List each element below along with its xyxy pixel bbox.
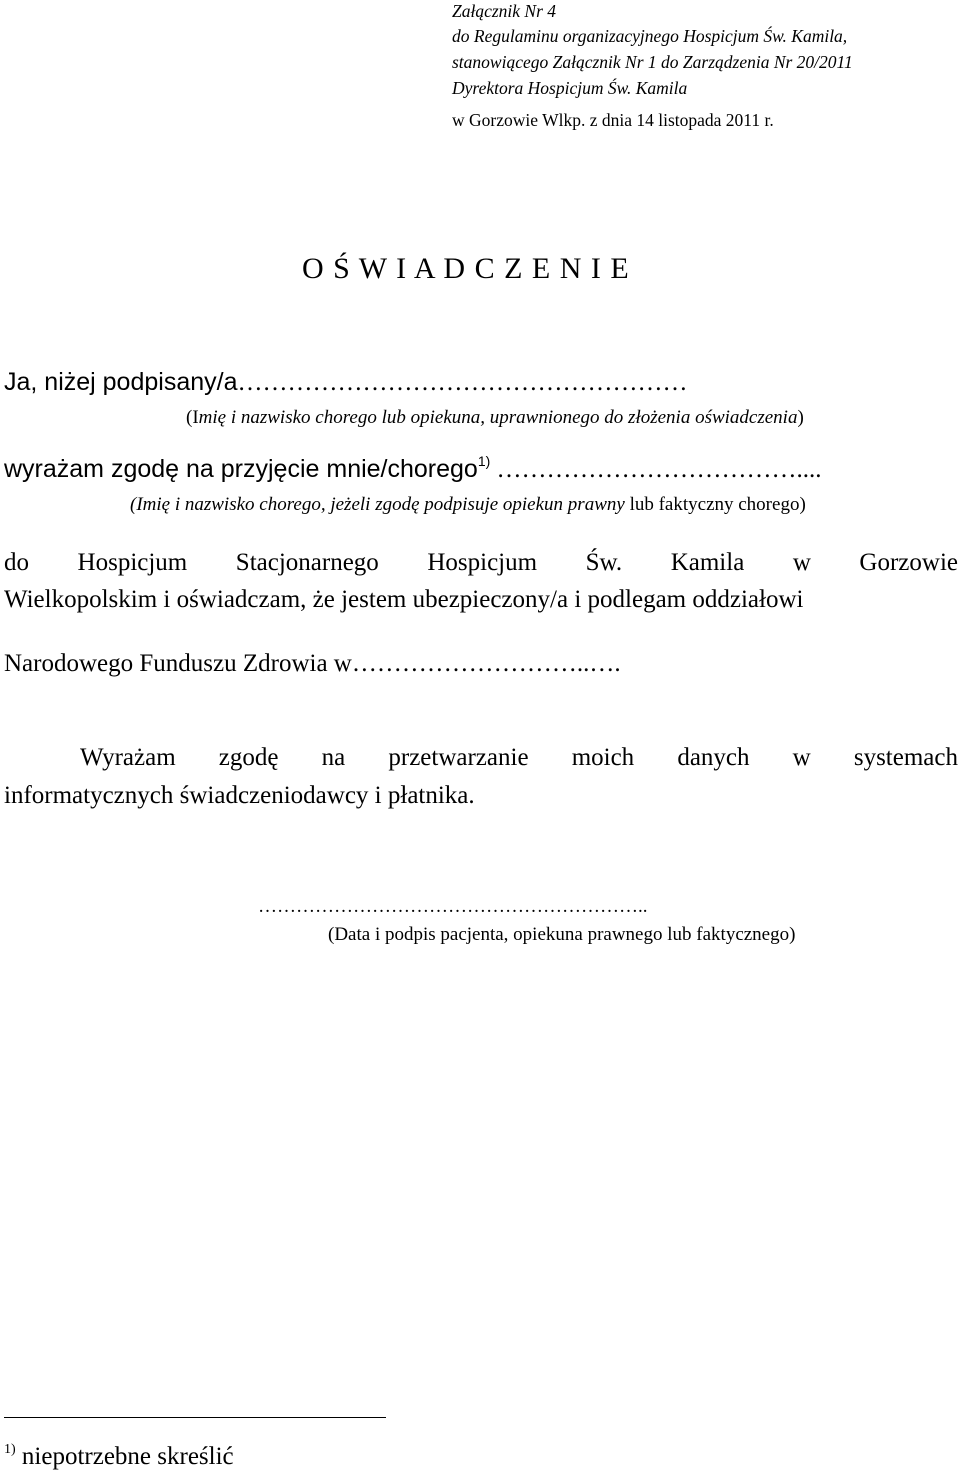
hospice-line-2: Wielkopolskim i oświadczam, że jestem ubezpieczony/a i podlegam oddziałowi bbox=[4, 586, 804, 613]
document-title: O Ś W I A D C Z E N I E bbox=[302, 252, 630, 285]
nfz-label: Narodowego Funduszu Zdrowia w bbox=[4, 650, 352, 677]
data-processing-line-1: Wyrażam zgodę na przetwarzanie moich danych w systemach bbox=[80, 744, 958, 771]
footnote-mark: 1) bbox=[4, 1442, 16, 1457]
signature-caption: (Data i podpis pacjenta, opiekuna prawnego lub faktycznego) bbox=[328, 924, 796, 945]
consent-label: wyrażam zgodę na przyjęcie mnie/chorego bbox=[4, 455, 478, 483]
footnote-reference: 1) bbox=[477, 453, 491, 469]
data-processing-line-2: informatycznych świadczeniodawcy i płatnika. bbox=[4, 782, 475, 809]
declarant-label: Ja, niżej podpisany/a bbox=[4, 368, 238, 396]
footnote-text: niepotrzebne skreślić bbox=[15, 1443, 234, 1470]
declarant-line bbox=[4, 368, 687, 397]
footnote-divider bbox=[4, 1417, 386, 1418]
annex-regulation: do Regulaminu organizacyjnego Hospicjum Św. Kamila, bbox=[452, 26, 848, 46]
annex-date: w Gorzowie Wlkp. z dnia 14 listopada 2011 r. bbox=[452, 110, 774, 130]
annex-ordinance: stanowiącego Załącznik Nr 1 do Zarządzenia Nr 20/2011 bbox=[452, 52, 853, 72]
patient-name-field[interactable]: ……………………………….... bbox=[490, 456, 822, 483]
annex-director: Dyrektora Hospicjum Św. Kamila bbox=[452, 78, 688, 98]
annex-number: Załącznik Nr 4 bbox=[452, 1, 557, 21]
declarant-name-field[interactable]: ……………………………………………… bbox=[237, 369, 688, 396]
nfz-branch-field[interactable]: ………………………..…. bbox=[351, 650, 621, 677]
consent-line bbox=[4, 455, 822, 484]
footnote bbox=[4, 1443, 234, 1471]
consent-caption: (Imię i nazwisko chorego, jeżeli zgodę podpisuje opiekun prawny lub faktyczny chorego) bbox=[130, 494, 806, 515]
hospice-line-1: do Hospicjum Stacjonarnego Hospicjum Św. Kamila w Gorzowie bbox=[4, 549, 958, 576]
signature-field[interactable]: …………………………………………………….. bbox=[258, 896, 648, 917]
declarant-caption: (Imię i nazwisko chorego lub opiekuna, uprawnionego do złożenia oświadczenia) bbox=[186, 407, 804, 428]
hospice-line-3 bbox=[4, 650, 621, 678]
